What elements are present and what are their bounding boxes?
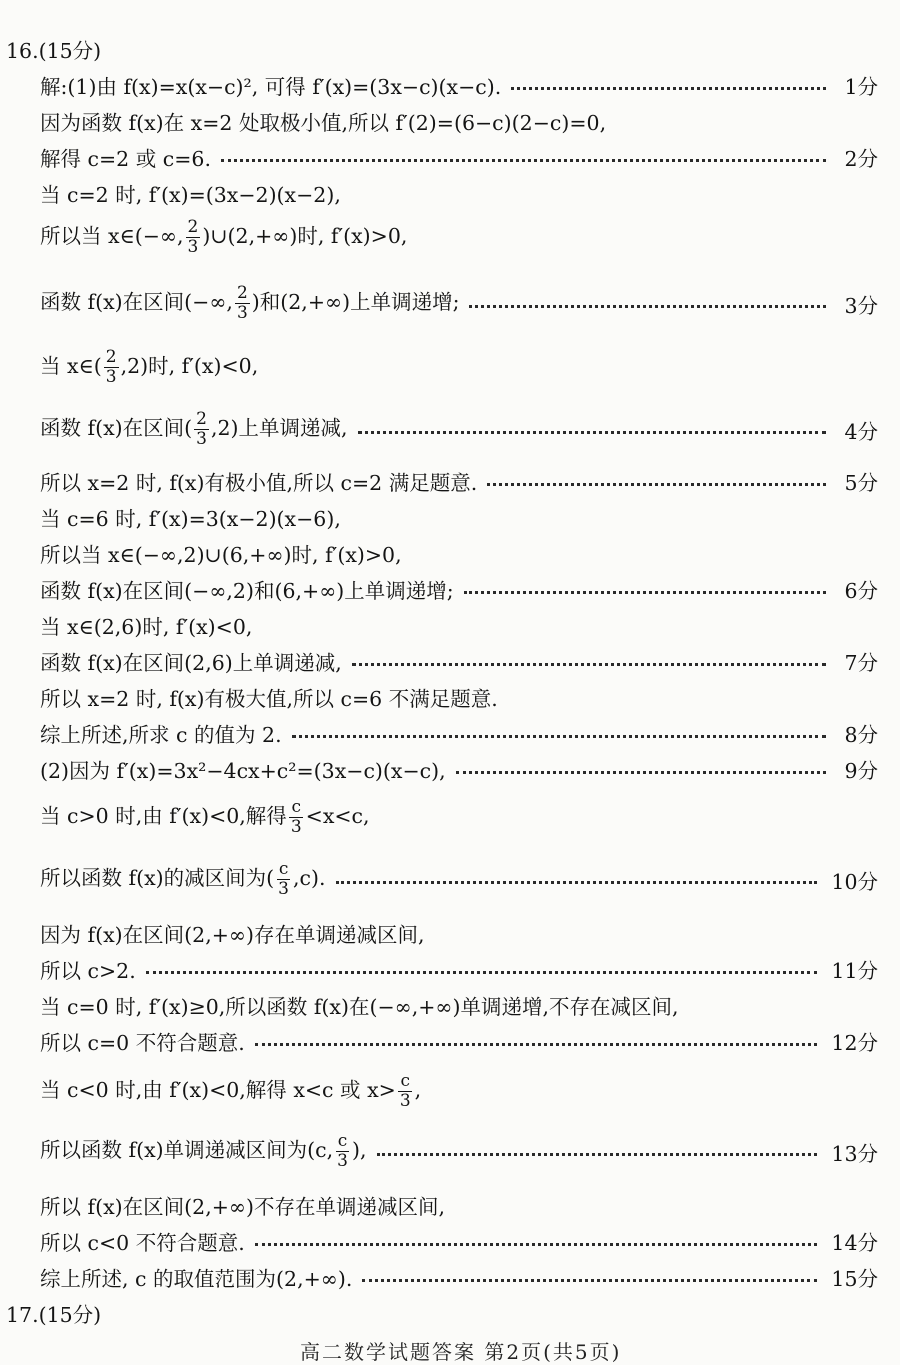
dot-leader — [464, 591, 826, 594]
solution-line-16: 综上所述,所求 c 的值为 2. 8分 — [40, 718, 878, 748]
solution-line-23: 所以 c=0 不符合题意. 12分 — [40, 1026, 878, 1056]
dot-leader — [487, 483, 826, 486]
score-label: 5分 — [844, 471, 878, 495]
solution-line-12: 函数 f(x)在区间(−∞,2)和(6,+∞)上单调递增; 6分 — [40, 574, 878, 604]
score-label: 3分 — [844, 293, 878, 318]
solution-line-22: 当 c=0 时, f′(x)≥0,所以函数 f(x)在(−∞,+∞)单调递增,不存在减区间, — [40, 995, 679, 1019]
page-footer: 高二数学试题答案 第2页(共5页) — [300, 1340, 622, 1364]
solution-line-9: 所以 x=2 时, f(x)有极小值,所以 c=2 满足题意. 5分 — [40, 466, 878, 496]
dot-leader — [255, 1043, 818, 1046]
score-label: 7分 — [844, 651, 878, 675]
solution-line-28: 综上所述, c 的取值范围为(2,+∞). 15分 — [40, 1262, 878, 1292]
solution-line-11: 所以当 x∈(−∞,2)∪(6,+∞)时, f′(x)>0, — [40, 543, 402, 567]
score-label: 14分 — [831, 1231, 878, 1255]
dot-leader — [377, 1153, 818, 1156]
fraction: $\frac{2}{3}$ — [236, 283, 248, 323]
solution-line-1: 解:(1)由 f(x)=x(x−c)², 可得 f′(x)=(3x−c)(x−c). 1分 — [40, 70, 878, 100]
dot-leader — [352, 663, 826, 666]
solution-line-24: 当 c<0 时,由 f′(x)<0,解得 x<c 或 x> $\frac{c}{3}$ , — [40, 1071, 422, 1111]
score-label: 6分 — [844, 579, 878, 603]
score-label: 8分 — [844, 723, 878, 747]
dot-leader — [255, 1243, 818, 1246]
solution-line-5: 所以当 x∈(−∞, $\frac{2}{3}$ )∪(2,+∞)时, f′(x)>0, — [40, 217, 408, 257]
solution-line-8: 函数 f(x)在区间( $\frac{2}{3}$ ,2)上单调递减, 4分 — [40, 409, 878, 449]
solution-line-26: 所以 f(x)在区间(2,+∞)不存在单调递减区间, — [40, 1195, 445, 1219]
problem-16-header: 16.(15分) — [6, 39, 102, 63]
solution-line-17: (2)因为 f′(x)=3x²−4cx+c²=(3x−c)(x−c), 9分 — [40, 754, 878, 784]
fraction: $\frac{2}{3}$ — [187, 217, 199, 257]
fraction: $\frac{c}{3}$ — [278, 859, 289, 899]
score-label: 12分 — [831, 1031, 878, 1055]
dot-leader — [362, 1279, 817, 1282]
score-label: 1分 — [844, 75, 878, 99]
score-label: 13分 — [831, 1141, 878, 1166]
solution-line-13: 当 x∈(2,6)时, f′(x)<0, — [40, 615, 253, 639]
dot-leader — [358, 431, 826, 434]
dot-leader — [456, 771, 826, 774]
score-label: 11分 — [831, 959, 878, 983]
fraction: $\frac{c}{3}$ — [290, 797, 302, 837]
solution-line-21: 所以 c>2. 11分 — [40, 954, 878, 984]
score-label: 15分 — [831, 1267, 878, 1291]
fraction: $\frac{c}{3}$ — [399, 1071, 411, 1111]
dot-leader — [221, 159, 826, 162]
solution-line-19: 所以函数 f(x)的减区间为( $\frac{c}{3}$ ,c). 10分 — [40, 859, 878, 899]
dot-leader — [146, 971, 818, 974]
solution-line-2: 因为函数 f(x)在 x=2 处取极小值,所以 f′(2)=(6−c)(2−c)=0, — [40, 111, 607, 135]
score-label: 2分 — [844, 147, 878, 171]
solution-line-25: 所以函数 f(x)单调递减区间为(c, $\frac{c}{3}$ ), 13分 — [40, 1131, 878, 1171]
score-label: 4分 — [844, 419, 878, 444]
dot-leader — [511, 87, 826, 90]
dot-leader — [469, 305, 826, 308]
solution-line-10: 当 c=6 时, f′(x)=3(x−2)(x−6), — [40, 507, 341, 531]
solution-line-20: 因为 f(x)在区间(2,+∞)存在单调递减区间, — [40, 923, 425, 947]
solution-line-18: 当 c>0 时,由 f′(x)<0,解得 $\frac{c}{3}$ <x<c, — [40, 797, 370, 837]
solution-line-14: 函数 f(x)在区间(2,6)上单调递减, 7分 — [40, 646, 878, 676]
score-label: 9分 — [844, 759, 878, 783]
solution-line-15: 所以 x=2 时, f(x)有极大值,所以 c=6 不满足题意. — [40, 687, 498, 711]
score-label: 10分 — [831, 869, 878, 894]
fraction: $\frac{2}{3}$ — [196, 409, 207, 449]
solution-line-4: 当 c=2 时, f′(x)=(3x−2)(x−2), — [40, 183, 341, 207]
dot-leader — [336, 881, 818, 884]
fraction: $\frac{c}{3}$ — [337, 1131, 348, 1171]
solution-line-6: 函数 f(x)在区间(−∞, $\frac{2}{3}$ )和(2,+∞)上单调递增; 3分 — [40, 283, 878, 323]
solution-line-3: 解得 c=2 或 c=6. 2分 — [40, 142, 878, 172]
problem-17-header: 17.(15分) — [6, 1303, 102, 1327]
dot-leader — [292, 735, 826, 738]
solution-line-7: 当 x∈( $\frac{2}{3}$ ,2)时, f′(x)<0, — [40, 347, 259, 387]
solution-line-27: 所以 c<0 不符合题意. 14分 — [40, 1226, 878, 1256]
fraction: $\frac{2}{3}$ — [105, 347, 117, 387]
